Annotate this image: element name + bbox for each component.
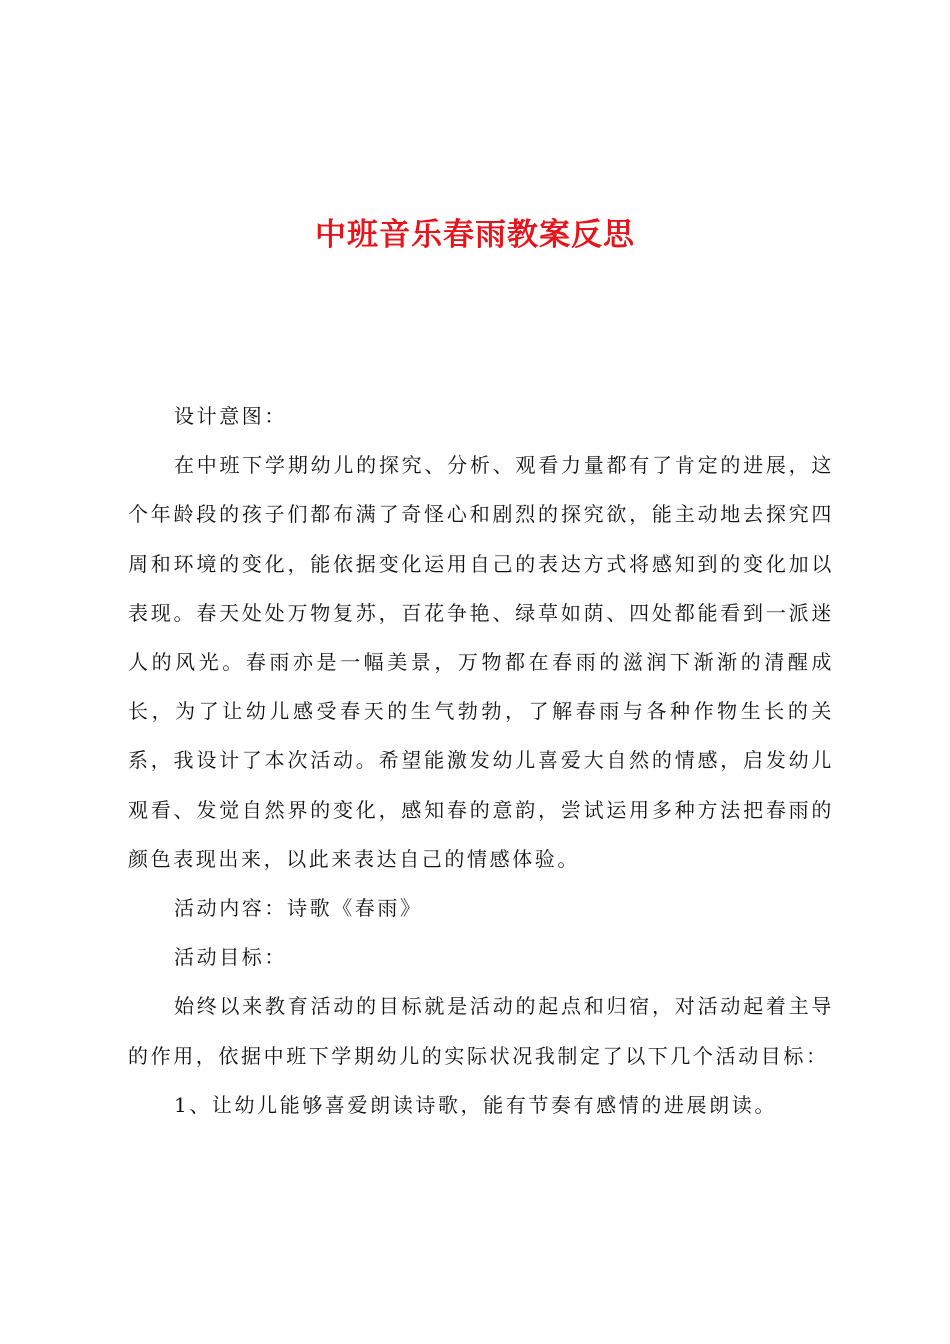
paragraph-design-intent: 在中班下学期幼儿的探究、分析、观看力量都有了肯定的进展，这个年龄段的孩子们都布满了奇怪心和剧烈的探究欲，能主动地去探究四周和环境的变化，能依据变化运用自己的表达方式将感知到的变化加以表现。春天处处万物复苏，百花争艳、绿草如荫、四处都能看到一派迷人的风光。春雨亦是一幅美景，万物都在春雨的滋润下渐渐的清醒成长，为了让幼儿感受春天的生气勃勃，了解春雨与各种作物生长的关系，我设计了本次活动。希望能激发幼儿喜爱大自然的情感，启发幼儿观看、发觉自然界的变化，感知春的意韵，尝试运用多种方法把春雨的颜色表现出来，以此来表达自己的情感体验。 [128,453,834,871]
paragraph-design-intent-heading: 设计意图： [174,404,287,428]
document-body [128,392,834,1130]
paragraph-activity-goals-heading: 活动目标： [174,945,287,970]
document-title: 中班音乐春雨教案反思 [315,217,635,253]
paragraph-goal-1: 1、让幼儿能够喜爱朗读诗歌，能有节奏有感情的进展朗读。 [174,1092,777,1117]
paragraph-activity-content: 活动内容：诗歌《春雨》 [174,896,423,921]
paragraph-activity-goals: 始终以来教育活动的目标就是活动的起点和归宿，对活动起着主导的作用，依据中班下学期幼儿的实际状况我制定了以下几个活动目标： [128,994,834,1068]
